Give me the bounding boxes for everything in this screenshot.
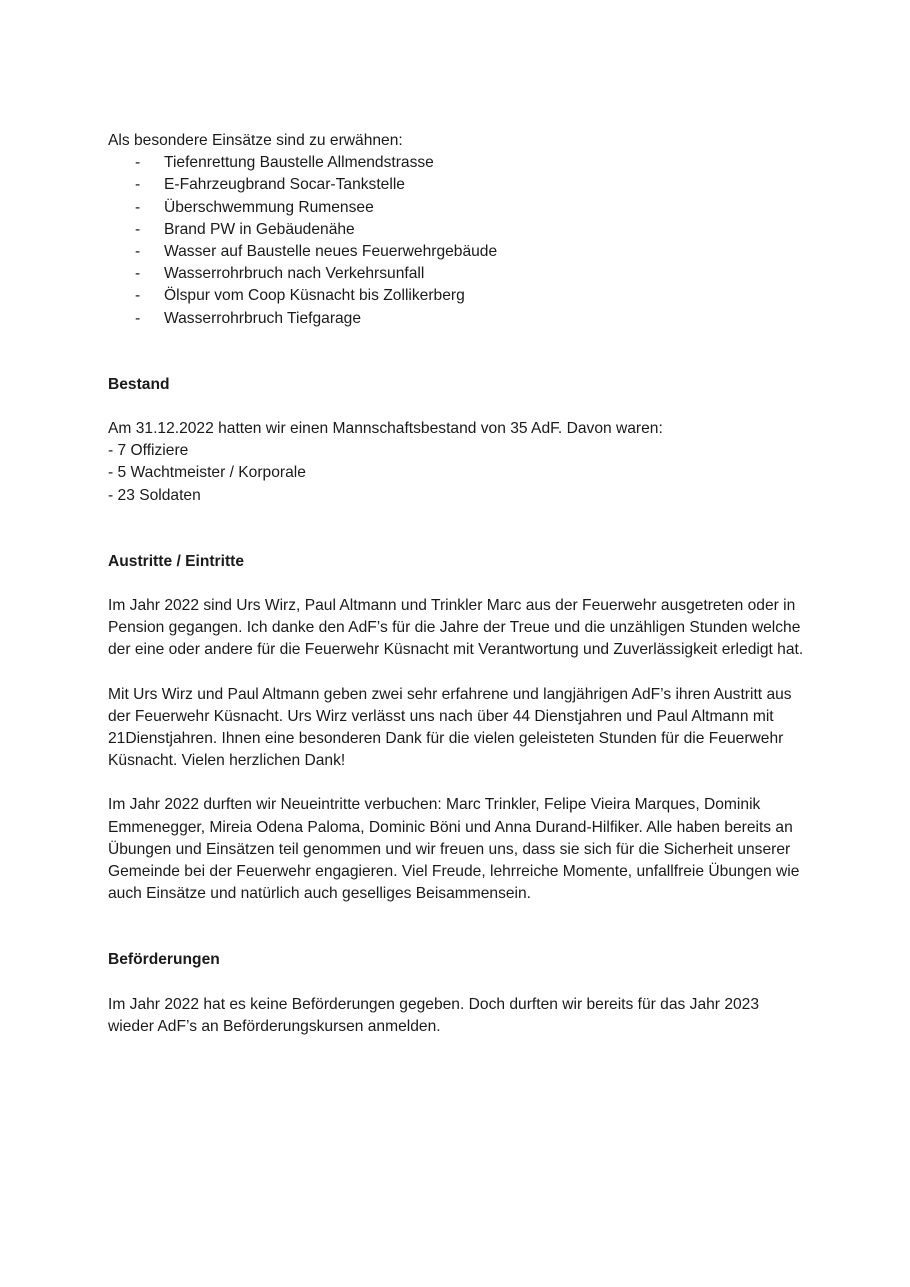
list-item [108, 219, 808, 241]
list-dash: - [135, 243, 141, 261]
befoerderungen-text: Im Jahr 2022 hat es keine Beförderungen gegeben. Doch durften wir bereits für das Jahr 2023 wieder AdF’s an Beförderungskursen anmelden. [108, 995, 760, 1035]
list-dash: - [135, 265, 141, 283]
list-item: - 7 Offiziere [108, 442, 189, 460]
spacer [108, 396, 808, 418]
list-item-text: Wasserrohrbruch nach Verkehrsunfall [164, 265, 425, 283]
austritte-heading: Austritte / Eintritte [108, 552, 245, 570]
list-item [108, 241, 808, 263]
list-item [108, 152, 808, 174]
austritte-paragraph-1: Im Jahr 2022 sind Urs Wirz, Paul Altmann und Trinkler Marc aus der Feuerwehr ausgetreten oder in Pension gegangen. Ich danke den AdF’s für die Jahre der Treue und die unzähligen Stunden welche der eine oder andere für die Feuerwehr Küsnacht mit Verantwortung und Zuverlässigkeit erledigt hat. [108, 597, 804, 659]
list-dash: - [135, 220, 141, 238]
befoerderungen-heading: Beförderungen [108, 951, 220, 969]
list-item-text: Wasser auf Baustelle neues Feuerwehrgebäude [164, 243, 498, 261]
bestand-heading: Bestand [108, 375, 170, 393]
list-item: - 5 Wachtmeister / Korporale [108, 464, 306, 482]
list-dash: - [135, 154, 141, 172]
list-item [108, 174, 808, 196]
list-item-text: Überschwemmung Rumensee [164, 198, 374, 216]
spacer [108, 573, 808, 595]
list-dash: - [135, 198, 141, 216]
list-item [108, 197, 808, 219]
austritte-paragraph-3: Im Jahr 2022 durften wir Neueintritte verbuchen: Marc Trinkler, Felipe Vieira Marques, Dominik Emmenegger, Mireia Odena Paloma, Dominic Böni und Anna Durand-Hilfiker. Alle haben bereits an Übungen und Einsätzen teil genommen und wir freuen uns, dass sie sich für die Sicherheit unserer Gemeinde bei der Feuerwehr engagieren. Viel Freude, lehrreiche Momente, unfallfreie Übungen wie auch Einsätze und natürlich auch geselliges Beisammensein. [108, 796, 800, 903]
list-dash: - [135, 287, 141, 305]
list-item-text: Ölspur vom Coop Küsnacht bis Zollikerberg [164, 287, 465, 305]
list-item: - 23 Soldaten [108, 486, 201, 504]
list-item-text: Brand PW in Gebäudenähe [164, 220, 355, 238]
list-item [108, 285, 808, 307]
einsaetze-intro: Als besondere Einsätze sind zu erwähnen: [108, 132, 403, 149]
einsaetze-list [108, 152, 808, 330]
spacer [108, 662, 808, 684]
document-page [108, 130, 808, 1038]
list-item-text: E-Fahrzeugbrand Socar-Tankstelle [164, 176, 405, 194]
bestand-list [108, 440, 808, 507]
list-item [108, 308, 808, 330]
spacer [108, 330, 808, 374]
bestand-text: Am 31.12.2022 hatten wir einen Mannschaftsbestand von 35 AdF. Davon waren: [108, 420, 663, 438]
spacer [108, 772, 808, 794]
spacer [108, 507, 808, 551]
spacer [108, 905, 808, 949]
spacer [108, 972, 808, 994]
list-item-text: Wasserrohrbruch Tiefgarage [164, 309, 362, 327]
list-item [108, 263, 808, 285]
list-dash: - [135, 309, 141, 327]
austritte-paragraph-2: Mit Urs Wirz und Paul Altmann geben zwei sehr erfahrene und langjährigen AdF’s ihren Austritt aus der Feuerwehr Küsnacht. Urs Wirz verlässt uns nach über 44 Dienstjahren und Paul Altmann mit 21Dienstjahren. Ihnen eine besonderen Dank für die vielen geleisteten Stunden für die Feuerwehr Küsnacht. Vielen herzlichen Dank! [108, 685, 792, 770]
list-dash: - [135, 176, 141, 194]
list-item-text: Tiefenrettung Baustelle Allmendstrasse [164, 154, 434, 172]
